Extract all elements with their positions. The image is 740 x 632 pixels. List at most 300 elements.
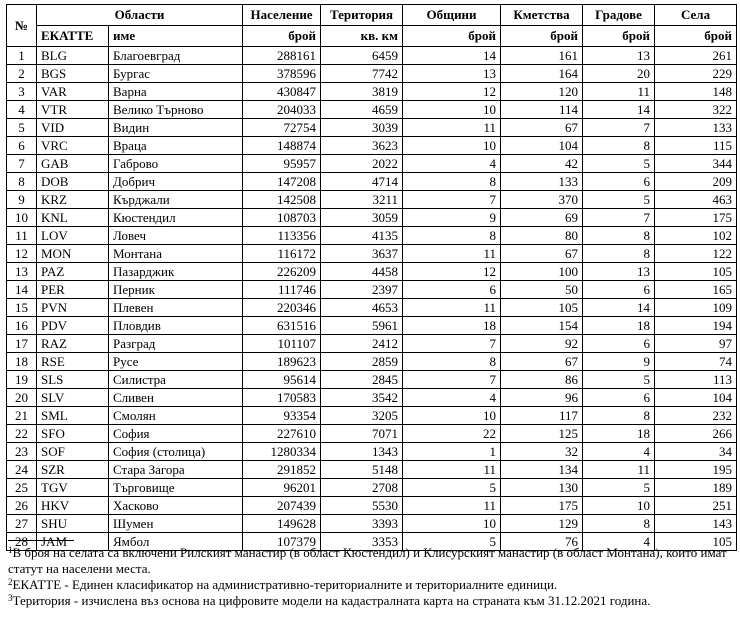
cell-ekatte: SOF xyxy=(37,443,109,461)
cell-municipalities: 11 xyxy=(403,245,501,263)
cell-mayoralties: 370 xyxy=(501,191,583,209)
cell-name: Стара Загора xyxy=(109,461,243,479)
cell-name: Видин xyxy=(109,119,243,137)
cell-territory: 2708 xyxy=(321,479,403,497)
table-row xyxy=(7,353,737,371)
cell-municipalities: 8 xyxy=(403,227,501,245)
cell-population: 107379 xyxy=(243,533,321,551)
cell-villages: 74 xyxy=(655,353,737,371)
cell-municipalities: 18 xyxy=(403,317,501,335)
table-row xyxy=(7,263,737,281)
cell-name: Варна xyxy=(109,83,243,101)
cell-territory: 2845 xyxy=(321,371,403,389)
cell-mayoralties: 134 xyxy=(501,461,583,479)
footnote-2 xyxy=(8,577,734,593)
col-header-name: име xyxy=(109,26,243,47)
cell-territory: 2397 xyxy=(321,281,403,299)
cell-villages: 209 xyxy=(655,173,737,191)
cell-name: Монтана xyxy=(109,245,243,263)
cell-towns: 13 xyxy=(583,47,655,65)
cell-population: 148874 xyxy=(243,137,321,155)
table-row xyxy=(7,461,737,479)
cell-municipalities: 8 xyxy=(403,173,501,191)
table-row xyxy=(7,389,737,407)
cell-mayoralties: 104 xyxy=(501,137,583,155)
cell-name: Русе xyxy=(109,353,243,371)
cell-name: Бургас xyxy=(109,65,243,83)
cell-municipalities: 7 xyxy=(403,191,501,209)
table-body xyxy=(7,47,737,551)
cell-name: Габрово xyxy=(109,155,243,173)
cell-towns: 5 xyxy=(583,191,655,209)
cell-num: 26 xyxy=(7,497,37,515)
cell-name: Перник xyxy=(109,281,243,299)
cell-num: 22 xyxy=(7,425,37,443)
regions-table xyxy=(6,4,737,551)
cell-villages: 102 xyxy=(655,227,737,245)
cell-municipalities: 12 xyxy=(403,83,501,101)
cell-ekatte: MON xyxy=(37,245,109,263)
cell-villages: 113 xyxy=(655,371,737,389)
cell-towns: 4 xyxy=(583,443,655,461)
table-row xyxy=(7,227,737,245)
cell-villages: 143 xyxy=(655,515,737,533)
cell-num: 9 xyxy=(7,191,37,209)
cell-villages: 104 xyxy=(655,389,737,407)
cell-name: Силистра xyxy=(109,371,243,389)
footnote-mark: 2 xyxy=(8,577,13,587)
cell-towns: 8 xyxy=(583,245,655,263)
cell-ekatte: PER xyxy=(37,281,109,299)
cell-ekatte: SML xyxy=(37,407,109,425)
cell-num: 7 xyxy=(7,155,37,173)
cell-villages: 133 xyxy=(655,119,737,137)
cell-municipalities: 7 xyxy=(403,371,501,389)
cell-population: 189623 xyxy=(243,353,321,371)
cell-mayoralties: 100 xyxy=(501,263,583,281)
cell-name: Велико Търново xyxy=(109,101,243,119)
cell-population: 430847 xyxy=(243,83,321,101)
cell-mayoralties: 76 xyxy=(501,533,583,551)
cell-ekatte: SLV xyxy=(37,389,109,407)
cell-num: 21 xyxy=(7,407,37,425)
cell-num: 4 xyxy=(7,101,37,119)
cell-num: 27 xyxy=(7,515,37,533)
cell-territory: 3211 xyxy=(321,191,403,209)
cell-mayoralties: 130 xyxy=(501,479,583,497)
cell-villages: 322 xyxy=(655,101,737,119)
cell-population: 95957 xyxy=(243,155,321,173)
cell-population: 101107 xyxy=(243,335,321,353)
cell-territory: 4659 xyxy=(321,101,403,119)
cell-name: Добрич xyxy=(109,173,243,191)
cell-population: 72754 xyxy=(243,119,321,137)
cell-towns: 7 xyxy=(583,119,655,137)
table-row xyxy=(7,137,737,155)
cell-territory: 2412 xyxy=(321,335,403,353)
cell-num: 28 xyxy=(7,533,37,551)
cell-towns: 10 xyxy=(583,497,655,515)
unit-population: брой xyxy=(243,26,321,47)
footnote-text: В броя на селата са включени Рилският манастир (в област Кюстендил) и Клисурският манастир (в област Монтана), които имат статут на населени места. xyxy=(8,545,727,576)
cell-ekatte: PAZ xyxy=(37,263,109,281)
cell-ekatte: TGV xyxy=(37,479,109,497)
cell-name: Смолян xyxy=(109,407,243,425)
cell-name: Хасково xyxy=(109,497,243,515)
cell-num: 23 xyxy=(7,443,37,461)
cell-municipalities: 11 xyxy=(403,119,501,137)
cell-population: 378596 xyxy=(243,65,321,83)
cell-towns: 20 xyxy=(583,65,655,83)
cell-municipalities: 13 xyxy=(403,65,501,83)
cell-population: 291852 xyxy=(243,461,321,479)
cell-ekatte: VRC xyxy=(37,137,109,155)
cell-mayoralties: 67 xyxy=(501,245,583,263)
cell-municipalities: 7 xyxy=(403,335,501,353)
cell-villages: 194 xyxy=(655,317,737,335)
cell-num: 10 xyxy=(7,209,37,227)
cell-ekatte: GAB xyxy=(37,155,109,173)
cell-mayoralties: 161 xyxy=(501,47,583,65)
cell-mayoralties: 129 xyxy=(501,515,583,533)
table-row xyxy=(7,65,737,83)
cell-towns: 8 xyxy=(583,407,655,425)
cell-villages: 463 xyxy=(655,191,737,209)
header-row-1 xyxy=(7,5,737,26)
cell-mayoralties: 117 xyxy=(501,407,583,425)
cell-ekatte: PDV xyxy=(37,317,109,335)
table-row xyxy=(7,515,737,533)
cell-name: Враца xyxy=(109,137,243,155)
cell-num: 14 xyxy=(7,281,37,299)
cell-territory: 4653 xyxy=(321,299,403,317)
cell-municipalities: 11 xyxy=(403,299,501,317)
table-row xyxy=(7,479,737,497)
table-row xyxy=(7,155,737,173)
cell-num: 2 xyxy=(7,65,37,83)
cell-population: 116172 xyxy=(243,245,321,263)
cell-mayoralties: 133 xyxy=(501,173,583,191)
cell-mayoralties: 69 xyxy=(501,209,583,227)
cell-num: 19 xyxy=(7,371,37,389)
table-row xyxy=(7,173,737,191)
cell-population: 142508 xyxy=(243,191,321,209)
footnote-1 xyxy=(8,545,734,577)
cell-name: Шумен xyxy=(109,515,243,533)
cell-territory: 4458 xyxy=(321,263,403,281)
cell-territory: 3637 xyxy=(321,245,403,263)
header-row-2 xyxy=(7,26,737,47)
cell-num: 24 xyxy=(7,461,37,479)
cell-mayoralties: 114 xyxy=(501,101,583,119)
cell-municipalities: 4 xyxy=(403,155,501,173)
cell-territory: 2022 xyxy=(321,155,403,173)
cell-population: 288161 xyxy=(243,47,321,65)
table-row xyxy=(7,425,737,443)
cell-population: 95614 xyxy=(243,371,321,389)
cell-name: Плевен xyxy=(109,299,243,317)
cell-villages: 251 xyxy=(655,497,737,515)
cell-ekatte: KRZ xyxy=(37,191,109,209)
cell-ekatte: RSE xyxy=(37,353,109,371)
cell-villages: 261 xyxy=(655,47,737,65)
cell-mayoralties: 92 xyxy=(501,335,583,353)
cell-population: 631516 xyxy=(243,317,321,335)
unit-mayoralties: брой xyxy=(501,26,583,47)
cell-towns: 4 xyxy=(583,533,655,551)
footnotes xyxy=(6,540,734,609)
cell-municipalities: 4 xyxy=(403,389,501,407)
cell-num: 25 xyxy=(7,479,37,497)
table-row xyxy=(7,335,737,353)
cell-villages: 175 xyxy=(655,209,737,227)
cell-population: 1280334 xyxy=(243,443,321,461)
table-row xyxy=(7,245,737,263)
cell-population: 113356 xyxy=(243,227,321,245)
cell-towns: 11 xyxy=(583,461,655,479)
cell-towns: 5 xyxy=(583,479,655,497)
cell-population: 149628 xyxy=(243,515,321,533)
cell-towns: 6 xyxy=(583,173,655,191)
cell-towns: 13 xyxy=(583,263,655,281)
cell-population: 204033 xyxy=(243,101,321,119)
cell-towns: 6 xyxy=(583,281,655,299)
col-header-regions: Области xyxy=(37,5,243,26)
cell-ekatte: KNL xyxy=(37,209,109,227)
cell-population: 170583 xyxy=(243,389,321,407)
cell-population: 111746 xyxy=(243,281,321,299)
cell-towns: 8 xyxy=(583,515,655,533)
col-header-mayoralties: Кметства xyxy=(501,5,583,26)
cell-name: Кюстендил xyxy=(109,209,243,227)
cell-territory: 6459 xyxy=(321,47,403,65)
cell-ekatte: DOB xyxy=(37,173,109,191)
cell-villages: 115 xyxy=(655,137,737,155)
cell-towns: 8 xyxy=(583,227,655,245)
footnote-mark: 3 xyxy=(8,593,13,603)
cell-population: 147208 xyxy=(243,173,321,191)
cell-towns: 14 xyxy=(583,299,655,317)
table-row xyxy=(7,407,737,425)
cell-villages: 344 xyxy=(655,155,737,173)
cell-municipalities: 12 xyxy=(403,263,501,281)
col-header-territory: Територия xyxy=(321,5,403,26)
table-row xyxy=(7,83,737,101)
cell-ekatte: RAZ xyxy=(37,335,109,353)
footnote-text: ЕКАТТЕ - Единен класификатор на административно-териториалните и териториалните единици. xyxy=(12,577,558,592)
cell-villages: 105 xyxy=(655,533,737,551)
cell-population: 220346 xyxy=(243,299,321,317)
cell-ekatte: BLG xyxy=(37,47,109,65)
cell-towns: 7 xyxy=(583,209,655,227)
cell-name: Разград xyxy=(109,335,243,353)
cell-villages: 105 xyxy=(655,263,737,281)
cell-mayoralties: 67 xyxy=(501,353,583,371)
cell-name: София (столица) xyxy=(109,443,243,461)
cell-name: Пазарджик xyxy=(109,263,243,281)
cell-ekatte: SLS xyxy=(37,371,109,389)
cell-num: 5 xyxy=(7,119,37,137)
cell-name: Пловдив xyxy=(109,317,243,335)
cell-territory: 2859 xyxy=(321,353,403,371)
cell-municipalities: 14 xyxy=(403,47,501,65)
cell-villages: 122 xyxy=(655,245,737,263)
col-header-population: Население xyxy=(243,5,321,26)
cell-population: 227610 xyxy=(243,425,321,443)
cell-ekatte: HKV xyxy=(37,497,109,515)
cell-towns: 18 xyxy=(583,425,655,443)
cell-num: 13 xyxy=(7,263,37,281)
cell-num: 11 xyxy=(7,227,37,245)
cell-ekatte: SZR xyxy=(37,461,109,479)
cell-towns: 14 xyxy=(583,101,655,119)
table-row xyxy=(7,101,737,119)
cell-villages: 97 xyxy=(655,335,737,353)
col-header-municipalities: Общини xyxy=(403,5,501,26)
cell-mayoralties: 164 xyxy=(501,65,583,83)
cell-mayoralties: 175 xyxy=(501,497,583,515)
cell-num: 1 xyxy=(7,47,37,65)
cell-municipalities: 10 xyxy=(403,515,501,533)
cell-municipalities: 11 xyxy=(403,497,501,515)
cell-municipalities: 10 xyxy=(403,101,501,119)
cell-num: 6 xyxy=(7,137,37,155)
col-header-villages: Села xyxy=(655,5,737,26)
cell-mayoralties: 154 xyxy=(501,317,583,335)
col-header-num: № xyxy=(7,5,37,47)
cell-mayoralties: 86 xyxy=(501,371,583,389)
cell-villages: 109 xyxy=(655,299,737,317)
unit-municipalities: брой xyxy=(403,26,501,47)
cell-population: 96201 xyxy=(243,479,321,497)
cell-mayoralties: 120 xyxy=(501,83,583,101)
table-row xyxy=(7,317,737,335)
table-row xyxy=(7,119,737,137)
cell-ekatte: LOV xyxy=(37,227,109,245)
cell-towns: 5 xyxy=(583,155,655,173)
cell-name: Благоевград xyxy=(109,47,243,65)
table-row xyxy=(7,299,737,317)
cell-villages: 229 xyxy=(655,65,737,83)
cell-territory: 3542 xyxy=(321,389,403,407)
cell-mayoralties: 50 xyxy=(501,281,583,299)
cell-towns: 6 xyxy=(583,389,655,407)
table-row xyxy=(7,191,737,209)
table-row xyxy=(7,371,737,389)
cell-municipalities: 5 xyxy=(403,533,501,551)
cell-ekatte: VTR xyxy=(37,101,109,119)
cell-mayoralties: 80 xyxy=(501,227,583,245)
cell-territory: 5530 xyxy=(321,497,403,515)
cell-municipalities: 10 xyxy=(403,137,501,155)
cell-territory: 5148 xyxy=(321,461,403,479)
cell-towns: 18 xyxy=(583,317,655,335)
cell-name: Кърджали xyxy=(109,191,243,209)
table-row xyxy=(7,47,737,65)
cell-territory: 3393 xyxy=(321,515,403,533)
cell-ekatte: SHU xyxy=(37,515,109,533)
cell-territory: 3353 xyxy=(321,533,403,551)
cell-villages: 34 xyxy=(655,443,737,461)
cell-mayoralties: 125 xyxy=(501,425,583,443)
cell-municipalities: 11 xyxy=(403,461,501,479)
cell-towns: 11 xyxy=(583,83,655,101)
cell-territory: 4714 xyxy=(321,173,403,191)
cell-territory: 3623 xyxy=(321,137,403,155)
cell-num: 20 xyxy=(7,389,37,407)
cell-ekatte: BGS xyxy=(37,65,109,83)
cell-territory: 3059 xyxy=(321,209,403,227)
cell-num: 16 xyxy=(7,317,37,335)
cell-territory: 3205 xyxy=(321,407,403,425)
cell-ekatte: VID xyxy=(37,119,109,137)
cell-municipalities: 9 xyxy=(403,209,501,227)
cell-num: 15 xyxy=(7,299,37,317)
cell-municipalities: 1 xyxy=(403,443,501,461)
cell-population: 207439 xyxy=(243,497,321,515)
cell-villages: 195 xyxy=(655,461,737,479)
cell-towns: 5 xyxy=(583,371,655,389)
cell-num: 3 xyxy=(7,83,37,101)
footnote-mark: 1 xyxy=(8,545,13,555)
cell-num: 18 xyxy=(7,353,37,371)
unit-towns: брой xyxy=(583,26,655,47)
cell-ekatte: SFO xyxy=(37,425,109,443)
cell-municipalities: 6 xyxy=(403,281,501,299)
cell-territory: 3819 xyxy=(321,83,403,101)
col-header-ekatte: ЕКАТТЕ xyxy=(37,26,109,47)
table-row xyxy=(7,497,737,515)
cell-territory: 7071 xyxy=(321,425,403,443)
cell-num: 17 xyxy=(7,335,37,353)
unit-villages: брой xyxy=(655,26,737,47)
cell-name: Ловеч xyxy=(109,227,243,245)
cell-territory: 5961 xyxy=(321,317,403,335)
col-header-towns: Градове xyxy=(583,5,655,26)
footnote-divider xyxy=(8,540,74,541)
cell-mayoralties: 42 xyxy=(501,155,583,173)
cell-name: Сливен xyxy=(109,389,243,407)
unit-territory: кв. км xyxy=(321,26,403,47)
cell-territory: 1343 xyxy=(321,443,403,461)
cell-villages: 189 xyxy=(655,479,737,497)
cell-territory: 7742 xyxy=(321,65,403,83)
cell-population: 93354 xyxy=(243,407,321,425)
cell-territory: 4135 xyxy=(321,227,403,245)
cell-ekatte: VAR xyxy=(37,83,109,101)
cell-mayoralties: 67 xyxy=(501,119,583,137)
cell-municipalities: 5 xyxy=(403,479,501,497)
cell-towns: 9 xyxy=(583,353,655,371)
cell-territory: 3039 xyxy=(321,119,403,137)
cell-ekatte: JAM xyxy=(37,533,109,551)
cell-ekatte: PVN xyxy=(37,299,109,317)
cell-population: 108703 xyxy=(243,209,321,227)
cell-villages: 266 xyxy=(655,425,737,443)
cell-mayoralties: 105 xyxy=(501,299,583,317)
cell-name: Ямбол xyxy=(109,533,243,551)
cell-villages: 232 xyxy=(655,407,737,425)
footnote-text: Територия - изчислена въз основа на цифровите модели на кадастралната карта на страната към 31.12.2021 година. xyxy=(12,593,651,608)
cell-population: 226209 xyxy=(243,263,321,281)
cell-name: София xyxy=(109,425,243,443)
cell-municipalities: 8 xyxy=(403,353,501,371)
cell-mayoralties: 32 xyxy=(501,443,583,461)
cell-num: 8 xyxy=(7,173,37,191)
cell-towns: 8 xyxy=(583,137,655,155)
cell-num: 12 xyxy=(7,245,37,263)
cell-villages: 165 xyxy=(655,281,737,299)
